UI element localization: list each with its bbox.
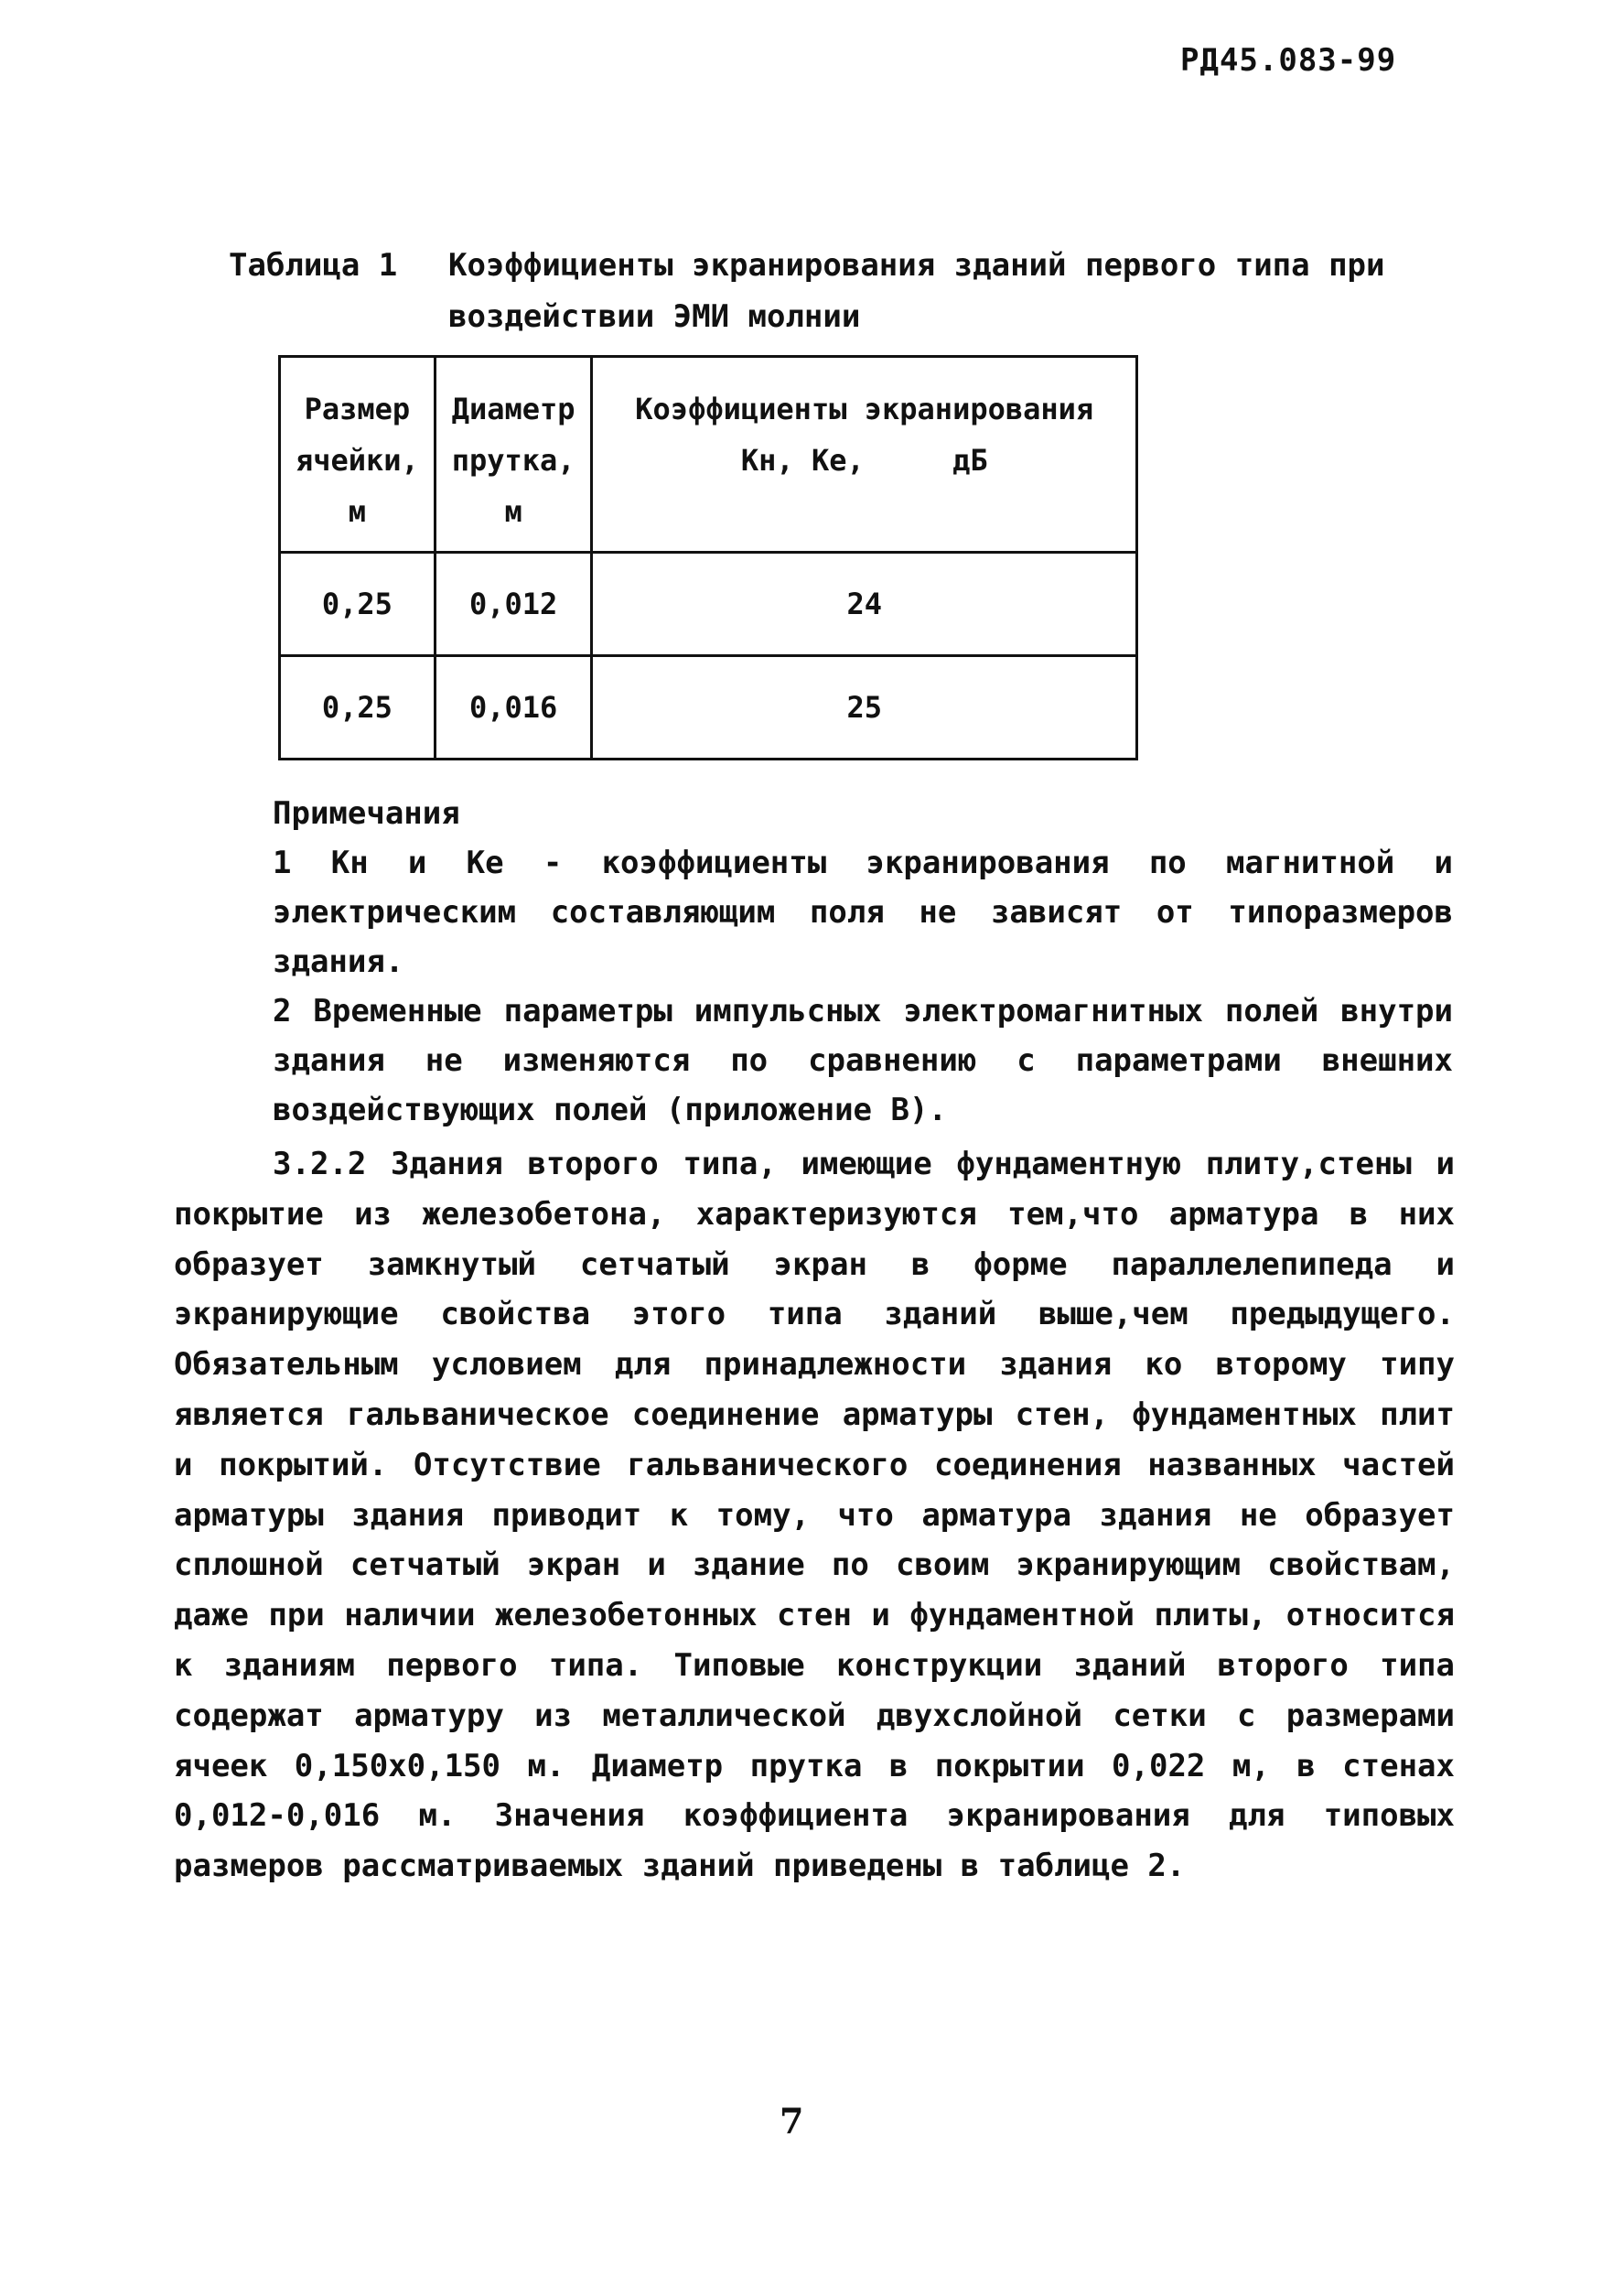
- table-label: Таблица 1: [229, 247, 398, 284]
- cell-size-value: 0,25: [280, 656, 436, 760]
- table-header-row: [280, 357, 1137, 553]
- table-row: [280, 656, 1137, 760]
- coefficient-value: 24: [592, 553, 1137, 656]
- notes-title: Примечания: [273, 795, 460, 832]
- coefficient-value: 25: [592, 656, 1137, 760]
- shielding-coefficients-table: [278, 355, 1138, 760]
- note-item: 2 Временные параметры импульсных электромагнитных полей внутри здания не изменяются по сравнению с параметрами внешних воздействующих полей (приложение В).: [273, 993, 1453, 1128]
- rod-diameter-value: 0,016: [435, 656, 592, 760]
- header-coefficients: Коэффициенты экранирования Кн, Ке, дБ: [592, 357, 1137, 553]
- cell-size-value: 0,25: [280, 553, 436, 656]
- header-cell-size: Размер ячейки, м: [280, 357, 436, 553]
- document-code: РД45.083-99: [1180, 42, 1397, 79]
- page-number: 7: [780, 2100, 804, 2141]
- table-row: [280, 553, 1137, 656]
- section-paragraph: 3.2.2 Здания второго типа, имеющие фундаментную плиту,стены и покрытие из железобетона, характеризуются тем,что арматура в них образует замкнутый сетчатый экран в форме параллелепипеда и экранирующие свойства этого типа зданий выше,чем предыдущего. Обязательным условием для принадлежности здания ко второму типу является гальваническое соединение арматуры стен, фундаментных плит и покрытий. Отсутствие гальванического соединения названных частей арматуры здания приводит к тому, что арматура здания не образует сплошной сетчатый экран и здание по своим экранирующим свойствам, даже при наличии железобетонных стен и фундаментной плиты, относится к зданиям первого типа. Типовые конструкции зданий второго типа содержат арматуру из металлической двухслойной сетки с размерами ячеек 0,150х0,150 м. Диаметр прутка в покрытии 0,022 м, в стенах 0,012-0,016 м. Значения коэффициента экранирования для типовых размеров рассматриваемых зданий приведены в таблице 2.: [174, 1146, 1455, 1885]
- rod-diameter-value: 0,012: [435, 553, 592, 656]
- table-title: Коэффициенты экранирования зданий первого типа при воздействии ЭМИ молнии: [448, 247, 1385, 335]
- note-item: 1 Кн и Ке - коэффициенты экранирования по магнитной и электрическим составляющим поля не зависят от типоразмеров здания.: [273, 845, 1453, 980]
- header-rod-diameter: Диаметр прутка, м: [435, 357, 592, 553]
